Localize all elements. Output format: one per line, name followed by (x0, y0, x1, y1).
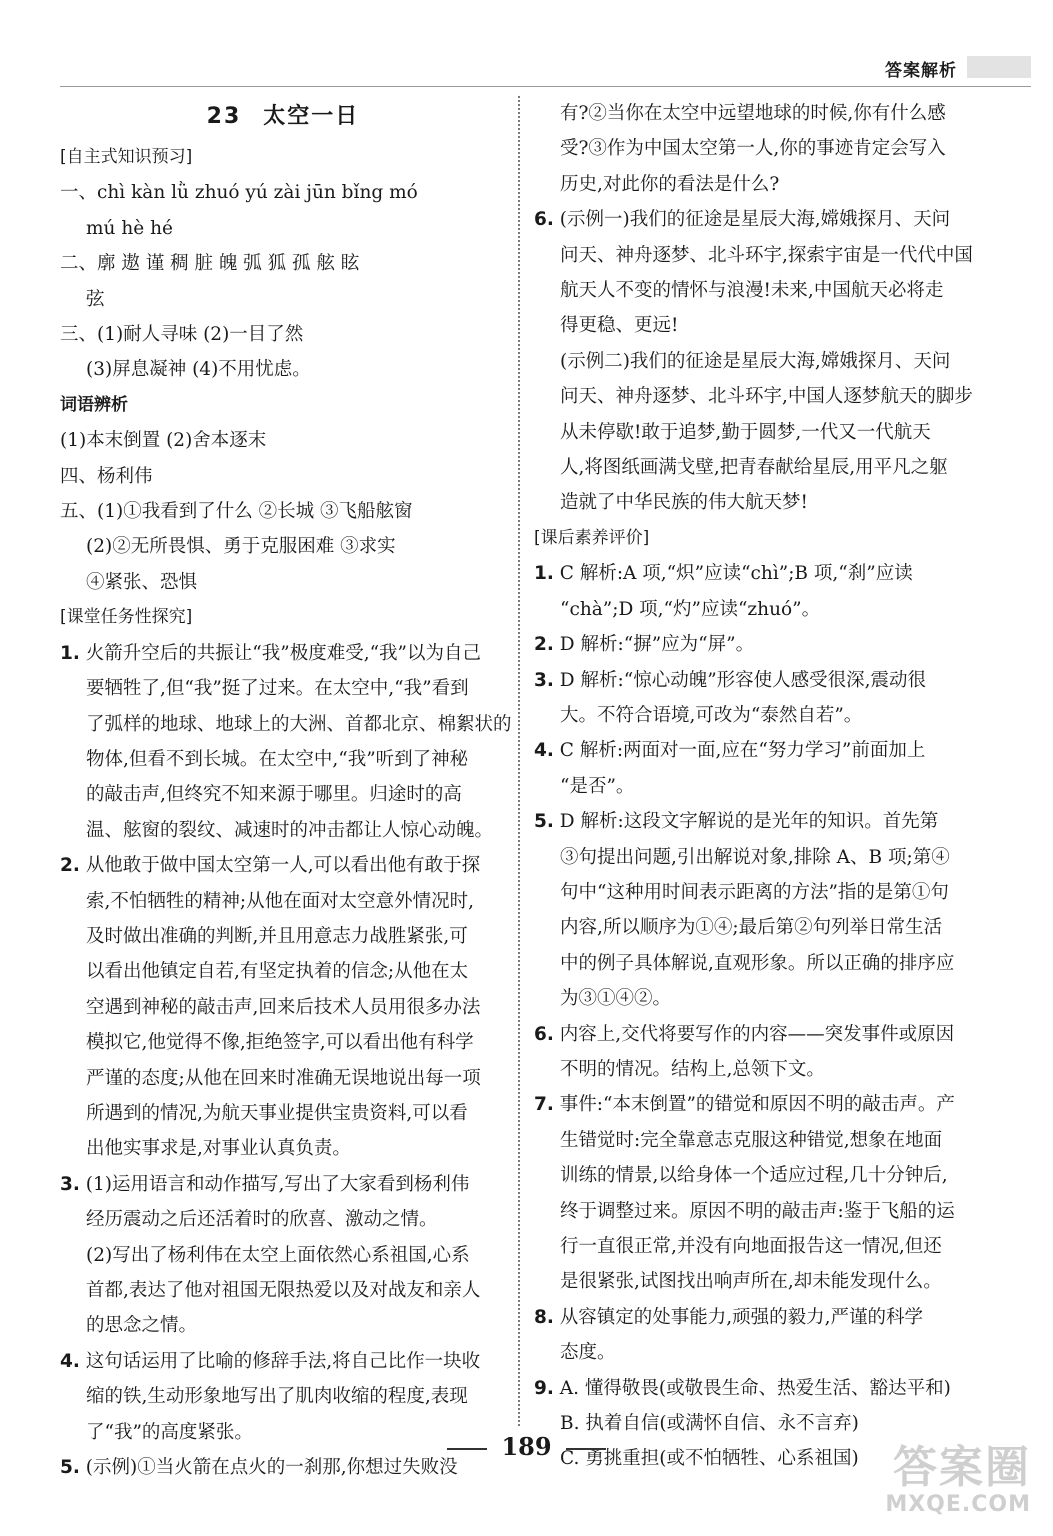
answer-line (534, 946, 974, 981)
item-number: 1. (534, 563, 554, 585)
page-title (60, 98, 506, 136)
answer-line (60, 529, 506, 564)
line-text: 出他实事求是,对事业认真负责。 (86, 1138, 351, 1160)
line-text: 历史,对此你的看法是什么? (560, 173, 780, 195)
answer-line (60, 1061, 506, 1096)
line-text: 四、杨利伟 (60, 465, 153, 487)
answer-line (534, 1371, 974, 1406)
answer-line (534, 1052, 974, 1087)
answer-line (534, 96, 974, 131)
right-answers (534, 96, 974, 1477)
header-bar (967, 56, 1031, 78)
line-text: 缩的铁,生动形象地写出了肌肉收缩的程度,表现 (86, 1386, 468, 1408)
lesson-title: 太空一日 (263, 104, 360, 129)
answer-line (534, 344, 974, 379)
line-text: 词语辨析 (60, 394, 128, 415)
answer-line (60, 848, 506, 883)
lesson-number: 23 (206, 104, 242, 129)
answer-line (534, 415, 974, 450)
answer-line (534, 556, 974, 591)
line-text: 模拟它,他觉得不像,拒绝签字,可以看出他有科学 (86, 1032, 474, 1054)
answer-line (60, 565, 506, 600)
item-number: 4. (534, 740, 554, 762)
line-text: [自主式知识预习] (60, 147, 193, 167)
answer-line (534, 1264, 974, 1299)
answer-line (534, 202, 974, 237)
line-text: (示例一)我们的征途是星辰大海,嫦娥探月、天问 (553, 209, 951, 231)
line-text: 火箭升空后的共振让“我”极度难受,“我”以为自己 (79, 642, 482, 664)
answer-line (534, 663, 974, 698)
line-text: 从他敢于做中国太空第一人,可以看出他有敢于探 (79, 855, 481, 877)
line-text: D 解析:这段文字解说的是光年的知识。首先第 (553, 811, 939, 833)
item-number: 2. (60, 855, 80, 877)
answer-line (60, 813, 506, 848)
item-number: 3. (60, 1173, 80, 1195)
line-text: 生错觉时:完全靠意志克服这种错觉,想象在地面 (560, 1129, 943, 1151)
answer-line (534, 840, 974, 875)
answer-line (534, 1017, 974, 1052)
item-number: 5. (534, 811, 554, 833)
item-number: 8. (534, 1306, 554, 1328)
line-text: (2)②无所畏惧、勇于克服困难 ③求实 (86, 536, 396, 558)
line-text: 所遇到的情况,为航天事业提供宝贵资料,可以看 (86, 1102, 468, 1124)
line-text: 空遇到神秘的敲击声,回来后技术人员用很多办法 (86, 996, 481, 1018)
line-text: 的思念之情。 (86, 1315, 198, 1337)
line-text: 的敲击声,但终究不知来源于哪里。归途时的高 (86, 784, 462, 806)
answer-line (534, 1229, 974, 1264)
line-text: 内容,所以顺序为①④;最后第②句列举日常生活 (560, 917, 943, 939)
answer-line (60, 459, 506, 494)
line-text: 二、廓 遨 谨 稠 脏 魄 弧 狐 孤 舷 眩 (60, 253, 360, 275)
left-answers (60, 140, 512, 1485)
item-number: 9. (534, 1377, 554, 1399)
answer-line (60, 1238, 506, 1273)
line-text: 句中“这种用时间表示距离的方法”指的是第①句 (560, 881, 949, 903)
line-text: 这句话运用了比喻的修辞手法,将自己比作一块收 (79, 1350, 481, 1372)
answer-line (60, 707, 512, 742)
line-text: 要牺牲了,但“我”挺了过来。在太空中,“我”看到 (86, 678, 469, 700)
answer-line (60, 636, 506, 671)
answer-line (60, 494, 506, 529)
header-rule (60, 86, 1031, 87)
answer-line (60, 1167, 506, 1202)
column-divider (518, 96, 520, 1426)
line-text: 受?③作为中国太空第一人,你的事迹肯定会写入 (560, 138, 946, 160)
line-text: 经历震动之后还活着时的欣喜、激动之情。 (86, 1209, 438, 1231)
answer-line (534, 875, 974, 910)
answer-line (534, 698, 974, 733)
answer-line (60, 1096, 506, 1131)
line-text: 内容上,交代将要写作的内容——突发事件或原因 (553, 1023, 955, 1045)
answer-line (534, 485, 974, 520)
right-column (534, 96, 974, 1477)
answer-line (534, 308, 974, 343)
line-text: 态度。 (560, 1342, 616, 1364)
answer-line (534, 273, 974, 308)
line-text: D 解析:“惊心动魄”形容使人感受很深,震动很 (553, 669, 927, 691)
line-text: C 解析:两面对一面,应在“努力学习”前面加上 (553, 740, 926, 762)
section-heading (60, 140, 506, 175)
answer-line (60, 246, 506, 281)
line-text: mú hè hé (86, 217, 173, 239)
line-text: (2)写出了杨利伟在太空上面依然心系祖国,心系 (86, 1244, 470, 1266)
line-text: 人,将图纸画满戈壁,把青春献给星辰,用平凡之躯 (560, 457, 948, 479)
answer-line (534, 1300, 974, 1335)
line-text: (1)运用语言和动作描写,写出了大家看到杨利伟 (79, 1173, 470, 1195)
line-text: 有?②当你在太空中远望地球的时候,你有什么感 (560, 103, 946, 124)
answer-line (534, 627, 974, 662)
item-number: 2. (534, 634, 554, 656)
answer-line (534, 1123, 974, 1158)
line-text: 了弧样的地球、地球上的大洲、首都北京、棉絮状的 (86, 713, 512, 735)
answer-line (60, 671, 506, 706)
line-text: 训练的情景,以给身体一个适应过程,几十分钟后, (560, 1165, 948, 1187)
line-text: D 解析:“摒”应为“屏”。 (553, 634, 755, 656)
line-text: 一、chì kàn lǜ zhuó yú zài jūn bǐng mó (60, 182, 418, 204)
line-text: 终于调整过来。原因不明的敲击声:鉴于飞船的运 (560, 1200, 955, 1222)
answer-line (60, 777, 506, 812)
line-text: C 解析:A 项,“炽”应读“chì”;B 项,“刹”应读 (553, 563, 913, 585)
watermark-logo (861, 1444, 1031, 1520)
line-text: 及时做出准确的判断,并且用意志力战胜紧张,可 (86, 925, 468, 947)
line-text: 不明的情况。结构上,总领下文。 (560, 1058, 825, 1080)
answer-line (534, 131, 974, 166)
answer-line (60, 919, 506, 954)
section-tag: 答案解析 (885, 61, 957, 81)
line-text: 了“我”的高度紧张。 (86, 1421, 253, 1443)
line-text: “是否”。 (560, 775, 635, 797)
answer-line (534, 167, 974, 202)
answer-line (534, 804, 974, 839)
answer-line (60, 282, 506, 317)
line-text: 是很紧张,试图找出响声所在,却未能发现什么。 (560, 1271, 942, 1293)
item-number: 3. (534, 669, 554, 691)
line-text: 大。不符合语境,可改为“泰然自若”。 (560, 704, 863, 726)
page-number: 189 (501, 1432, 552, 1461)
line-text: 问天、神舟逐梦、北斗环宇,探索宇宙是一代代中国 (560, 244, 973, 266)
answer-line (534, 379, 974, 414)
line-text: 三、(1)耐人寻味 (2)一目了然 (60, 324, 304, 346)
answer-line (534, 769, 974, 804)
watermark-text: 答案圈 (893, 1442, 1031, 1493)
subsection-heading (60, 388, 506, 423)
answer-line (60, 1273, 506, 1308)
line-text: 从容镇定的处事能力,顽强的毅力,严谨的科学 (553, 1306, 924, 1328)
item-number: 7. (534, 1094, 554, 1116)
line-text: ③句提出问题,引出解说对象,排除 A、B 项;第④ (560, 846, 950, 868)
answer-line (60, 954, 506, 989)
answer-line (60, 884, 506, 919)
answer-line (60, 211, 506, 246)
section-heading (534, 521, 974, 556)
line-text: 从未停歇!敢于追梦,勤于圆梦,一代又一代航天 (560, 421, 931, 443)
answer-line (534, 733, 974, 768)
answer-line (60, 1025, 506, 1060)
answer-line (60, 175, 506, 210)
line-text: 航天人不变的情怀与浪漫!未来,中国航天必将走 (560, 280, 944, 302)
answer-line (60, 1131, 506, 1166)
item-number: 5. (60, 1457, 80, 1479)
answer-line (534, 1335, 974, 1370)
line-text: B. 执着自信(或满怀自信、永不言弃) (560, 1413, 859, 1435)
line-text: (1)本末倒置 (2)舍本逐末 (60, 430, 267, 452)
answer-line (534, 1087, 974, 1122)
item-number: 4. (60, 1350, 80, 1372)
item-number: 1. (60, 642, 80, 664)
line-text: 问天、神舟逐梦、北斗环宇,中国人逐梦航天的脚步 (560, 386, 973, 408)
line-text: C. 勇挑重担(或不怕牺牲、心系祖国) (560, 1448, 859, 1470)
answer-line (60, 317, 506, 352)
answer-line (60, 352, 506, 387)
answer-line (534, 238, 974, 273)
line-text: 造就了中华民族的伟大航天梦! (560, 492, 808, 514)
line-text: ④紧张、恐惧 (86, 571, 198, 593)
line-text: 得更稳、更远! (560, 315, 679, 337)
line-text: (示例)①当火箭在点火的一刹那,你想过失败没 (79, 1457, 458, 1479)
answer-line (60, 1308, 506, 1343)
footer-dash-left (447, 1448, 487, 1450)
answer-line (534, 592, 974, 627)
footer-dash-right (566, 1448, 606, 1450)
item-number: 6. (534, 1023, 554, 1045)
answer-line (60, 1379, 506, 1414)
answer-line (60, 742, 506, 777)
answer-line (60, 423, 506, 458)
line-text: 索,不怕牺牲的精神;从他在面对太空意外情况时, (86, 890, 474, 912)
line-text: 行一直很正常,并没有向地面报告这一情况,但还 (560, 1236, 942, 1257)
line-text: [课堂任务性探究] (60, 607, 193, 628)
answer-line (60, 990, 506, 1025)
answer-line (534, 450, 974, 485)
line-text: “chà”;D 项,“灼”应读“zhuó”。 (560, 598, 821, 620)
answer-line (534, 910, 974, 945)
line-text: (3)屏息凝神 (4)不用忧虑。 (86, 359, 311, 381)
answer-line (534, 1194, 974, 1229)
line-text: A. 懂得敬畏(或敬畏生命、热爱生活、豁达平和) (553, 1377, 951, 1399)
line-text: 中的例子具体解说,直观形象。所以正确的排序应 (560, 952, 955, 974)
line-text: 首都,表达了他对祖国无限热爱以及对战友和亲人 (86, 1280, 481, 1301)
item-number: 6. (534, 209, 554, 231)
line-text: 温、舷窗的裂纹、减速时的冲击都让人惊心动魄。 (86, 819, 494, 841)
line-text: 严谨的态度;从他在回来时准确无误地说出每一项 (86, 1067, 481, 1089)
watermark-url: MXQE.COM (885, 1492, 1031, 1517)
answer-line (60, 1344, 506, 1379)
answer-line (534, 981, 974, 1016)
line-text: 事件:“本末倒置”的错觉和原因不明的敲击声。产 (553, 1094, 955, 1116)
section-heading (60, 600, 506, 635)
line-text: 五、(1)①我看到了什么 ②长城 ③飞船舷窗 (60, 501, 413, 523)
answer-line (60, 1202, 506, 1237)
line-text: 为③①④②。 (560, 988, 672, 1010)
answer-line (534, 1158, 974, 1193)
line-text: 物体,但看不到长城。在太空中,“我”听到了神秘 (86, 748, 469, 770)
line-text: 弦 (86, 288, 105, 310)
left-column (60, 98, 512, 1485)
line-text: (示例二)我们的征途是星辰大海,嫦娥探月、天问 (560, 350, 951, 372)
line-text: 以看出他镇定自若,有坚定执着的信念;从他在太 (86, 961, 469, 983)
line-text: [课后素养评价] (534, 527, 650, 548)
